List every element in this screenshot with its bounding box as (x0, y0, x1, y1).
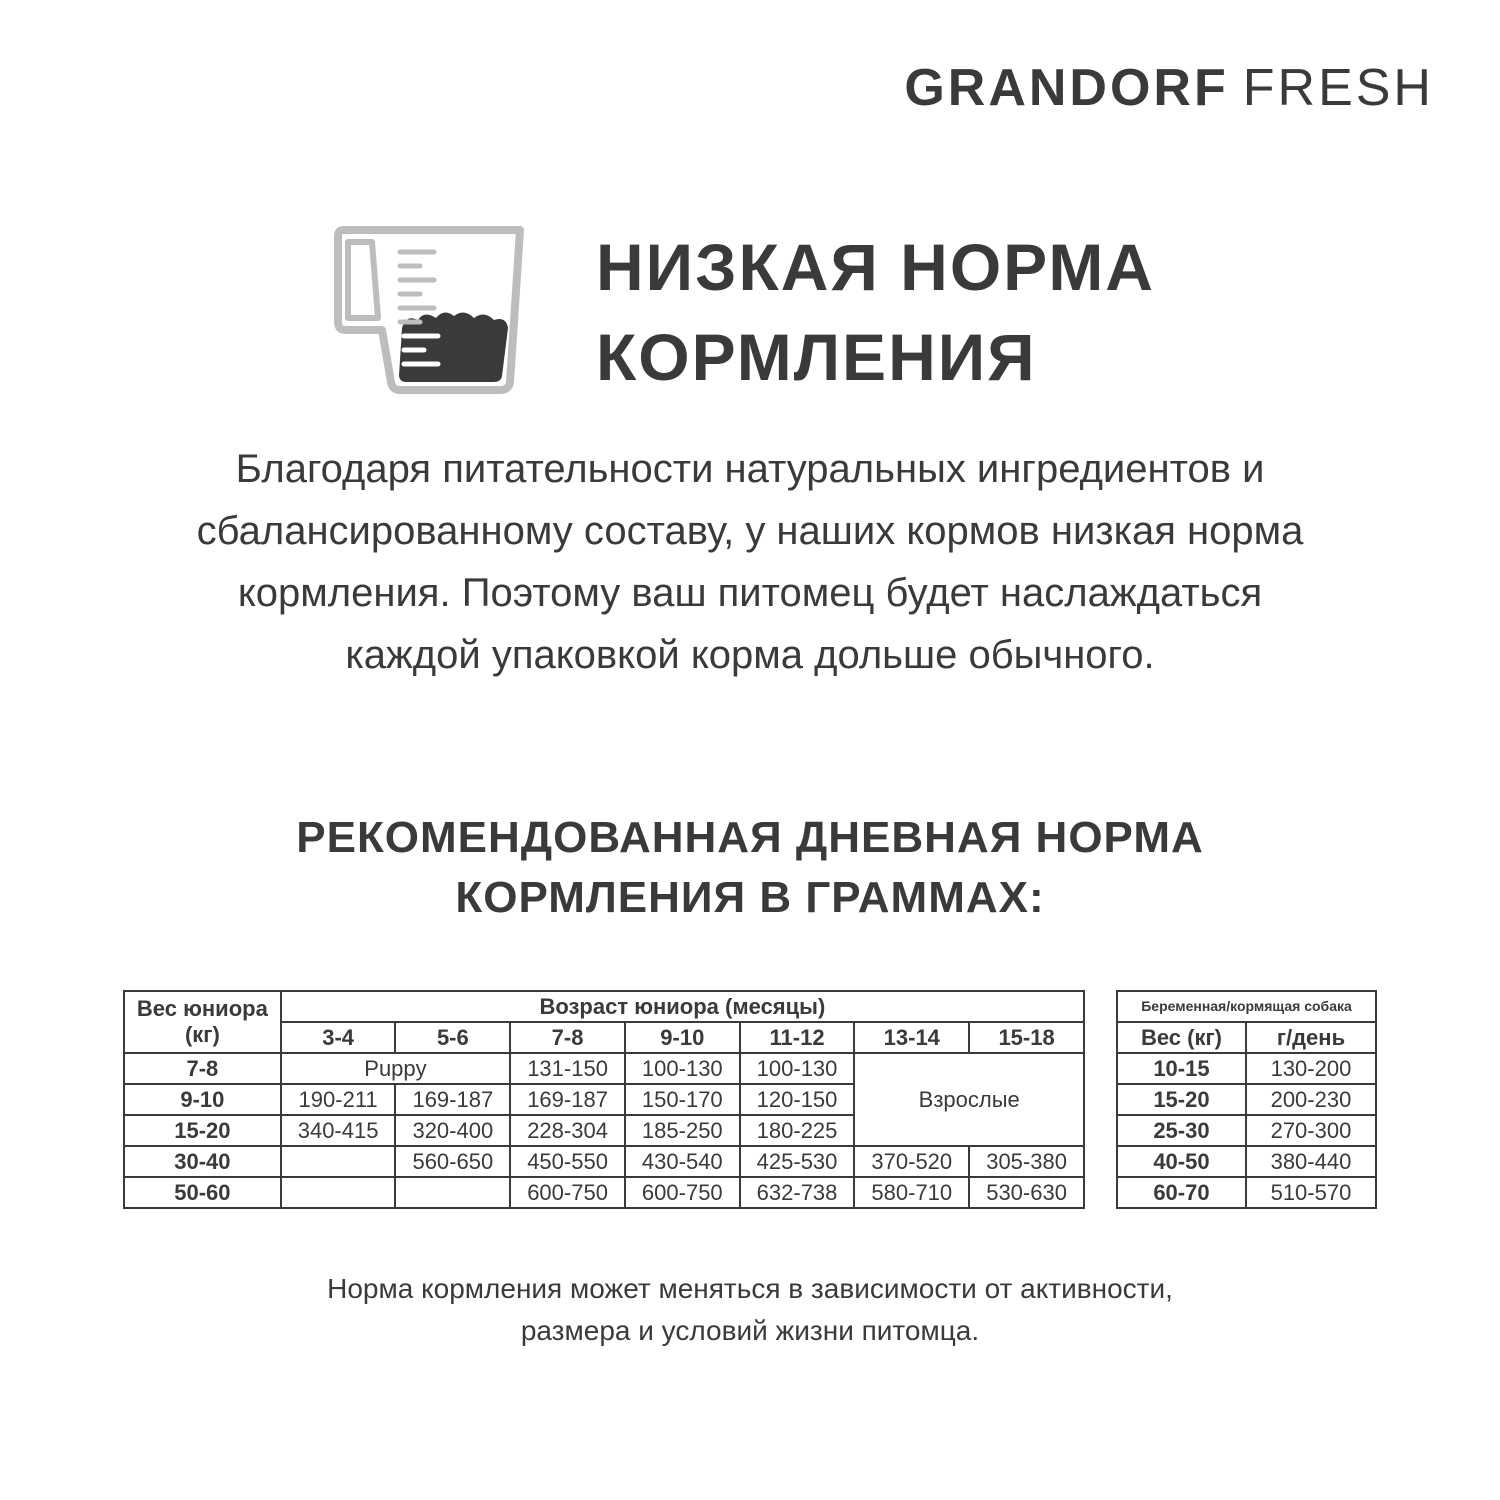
weight-cell: 60-70 (1117, 1177, 1246, 1208)
value-cell: 450-550 (510, 1146, 625, 1177)
value-cell (395, 1177, 510, 1208)
heading-line: КОРМЛЕНИЯ В ГРАММАХ: (455, 873, 1045, 922)
value-cell: 200-230 (1246, 1084, 1376, 1115)
age-column-header: 11-12 (740, 1022, 855, 1053)
puppy-cell: Puppy (281, 1053, 510, 1084)
title-line: КОРМЛЕНИЯ (596, 320, 1037, 394)
value-cell: 370-520 (854, 1146, 969, 1177)
value-cell: 425-530 (740, 1146, 855, 1177)
table-row (124, 1177, 1084, 1208)
page-title (596, 222, 1155, 402)
grams-header: г/день (1246, 1022, 1376, 1053)
weight-cell: 25-30 (1117, 1115, 1246, 1146)
weight-cell: 15-20 (124, 1115, 281, 1146)
footnote-line: размера и условий жизни питомца. (520, 1315, 980, 1346)
footnote (0, 1268, 1500, 1352)
brand-name: GRANDORF (904, 59, 1229, 117)
table-row (1117, 1084, 1376, 1115)
value-cell (281, 1146, 396, 1177)
weight-cell: 15-20 (1117, 1084, 1246, 1115)
brand-logo (904, 58, 1434, 118)
age-column-header: 13-14 (854, 1022, 969, 1053)
intro-text (0, 438, 1500, 686)
footnote-line: Норма кормления может меняться в зависимости от активности, (327, 1273, 1173, 1304)
intro-line: кормления. Поэтому ваш питомец будет наслаждаться (237, 571, 1263, 615)
value-cell: 120-150 (740, 1084, 855, 1115)
value-cell: 600-750 (625, 1177, 740, 1208)
value-cell: 180-225 (740, 1115, 855, 1146)
age-column-header: 15-18 (969, 1022, 1084, 1053)
age-column-header: 5-6 (395, 1022, 510, 1053)
weight-cell: 9-10 (124, 1084, 281, 1115)
junior-feeding-table (123, 990, 1085, 1209)
value-cell: 530-630 (969, 1177, 1084, 1208)
intro-line: Благодаря питательности натуральных ингредиентов и (235, 447, 1265, 491)
value-cell (281, 1177, 396, 1208)
value-cell: 100-130 (625, 1053, 740, 1084)
value-cell: 560-650 (395, 1146, 510, 1177)
heading-line: РЕКОМЕНДОВАННАЯ ДНЕВНАЯ НОРМА (296, 813, 1204, 862)
value-cell: 320-400 (395, 1115, 510, 1146)
value-cell: 580-710 (854, 1177, 969, 1208)
value-cell: 305-380 (969, 1146, 1084, 1177)
weight-header: Вес юниора (кг) (124, 991, 281, 1053)
value-cell: 380-440 (1246, 1146, 1376, 1177)
weight-cell: 50-60 (124, 1177, 281, 1208)
value-cell: 131-150 (510, 1053, 625, 1084)
value-cell: 169-187 (510, 1084, 625, 1115)
age-column-header: 7-8 (510, 1022, 625, 1053)
weight-cell: 40-50 (1117, 1146, 1246, 1177)
table-row (124, 1146, 1084, 1177)
intro-line: каждой упаковкой корма дольше обычного. (345, 633, 1155, 677)
section-heading (0, 808, 1500, 928)
table-row (1117, 1177, 1376, 1208)
value-cell: 600-750 (510, 1177, 625, 1208)
weight-cell: 7-8 (124, 1053, 281, 1084)
age-column-header: 9-10 (625, 1022, 740, 1053)
table-row (124, 1053, 1084, 1084)
adult-cell: Взрослые (854, 1053, 1084, 1146)
measuring-cup-icon (334, 218, 530, 396)
value-cell: 228-304 (510, 1115, 625, 1146)
table-row (1117, 1115, 1376, 1146)
pregnant-feeding-table (1116, 990, 1377, 1209)
table-row (1117, 1146, 1376, 1177)
weight-header: Вес (кг) (1117, 1022, 1246, 1053)
value-cell: 632-738 (740, 1177, 855, 1208)
table-row (1117, 1053, 1376, 1084)
value-cell: 430-540 (625, 1146, 740, 1177)
value-cell: 340-415 (281, 1115, 396, 1146)
title-line: НИЗКАЯ НОРМА (596, 230, 1155, 304)
value-cell: 169-187 (395, 1084, 510, 1115)
weight-cell: 10-15 (1117, 1053, 1246, 1084)
value-cell: 100-130 (740, 1053, 855, 1084)
pregnant-table-caption: Беременная/кормящая собака (1117, 991, 1376, 1022)
value-cell: 185-250 (625, 1115, 740, 1146)
weight-cell: 30-40 (124, 1146, 281, 1177)
value-cell: 510-570 (1246, 1177, 1376, 1208)
age-column-header: 3-4 (281, 1022, 396, 1053)
brand-line: FRESH (1242, 59, 1434, 117)
value-cell: 270-300 (1246, 1115, 1376, 1146)
value-cell: 150-170 (625, 1084, 740, 1115)
age-header: Возраст юниора (месяцы) (281, 991, 1084, 1022)
value-cell: 130-200 (1246, 1053, 1376, 1084)
intro-line: сбалансированному составу, у наших кормов низкая норма (196, 509, 1304, 553)
value-cell: 190-211 (281, 1084, 396, 1115)
